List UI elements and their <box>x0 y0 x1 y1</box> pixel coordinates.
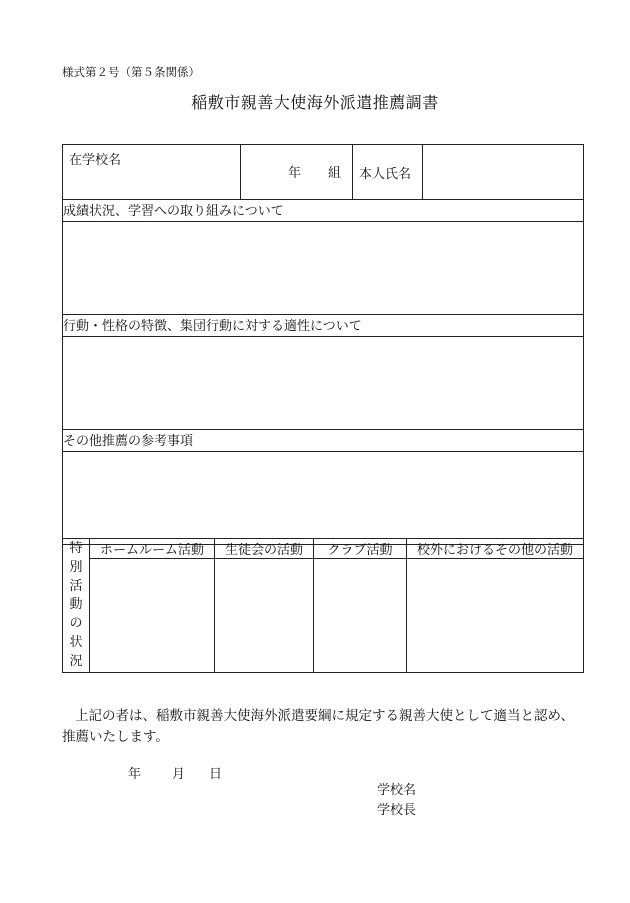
other-section-heading: その他推薦の参考事項 <box>63 430 584 452</box>
homeroom-activity-header: ホームルーム活動 <box>90 539 215 559</box>
student-name-field[interactable] <box>423 145 584 200</box>
grades-section-field[interactable] <box>63 222 584 315</box>
club-activity-field[interactable] <box>314 559 407 672</box>
other-section-field[interactable] <box>63 452 584 545</box>
homeroom-activity-field[interactable] <box>90 559 215 672</box>
recommendation-form-table <box>62 144 584 545</box>
page-title: 稲敷市親善大使海外派遣推薦調書 <box>191 93 439 112</box>
behavior-section-heading: 行動・性格の特徴、集団行動に対する適性について <box>63 315 584 337</box>
student-name-label: 本人氏名 <box>353 145 423 200</box>
grades-section-heading: 成績状況、学習への取り組みについて <box>63 200 584 222</box>
date-line[interactable] <box>128 763 222 782</box>
signature-school-name-label: 学校名 <box>377 783 417 798</box>
recommendation-statement: 上記の者は、稲敷市親善大使海外派遣要綱に規定する親善大使として適当と認め、推薦いたします。 <box>62 708 574 745</box>
form-number: 様式第２号（第５条関係） <box>62 65 200 79</box>
outside-activity-field[interactable] <box>407 559 584 672</box>
school-name-label: 在学校名 <box>63 145 241 200</box>
behavior-section-field[interactable] <box>63 337 584 430</box>
class-label: 組 <box>328 166 342 181</box>
student-council-field[interactable] <box>215 559 314 672</box>
student-info-row <box>63 145 584 200</box>
date-month-label: 月 <box>172 767 186 782</box>
date-year-label: 年 <box>128 767 142 782</box>
grade-class-cell[interactable] <box>241 145 353 200</box>
grade-label: 年 <box>288 166 302 181</box>
signature-principal-label: 学校長 <box>377 803 417 818</box>
club-activity-header: クラブ活動 <box>314 539 407 559</box>
date-day-label: 日 <box>209 767 223 782</box>
student-council-header: 生徒会の活動 <box>215 539 314 559</box>
special-activities-label: 特 別 活 動 の 状 況 <box>63 539 90 673</box>
outside-activity-header: 校外におけるその他の活動 <box>407 539 584 559</box>
special-activities-table <box>62 538 584 673</box>
